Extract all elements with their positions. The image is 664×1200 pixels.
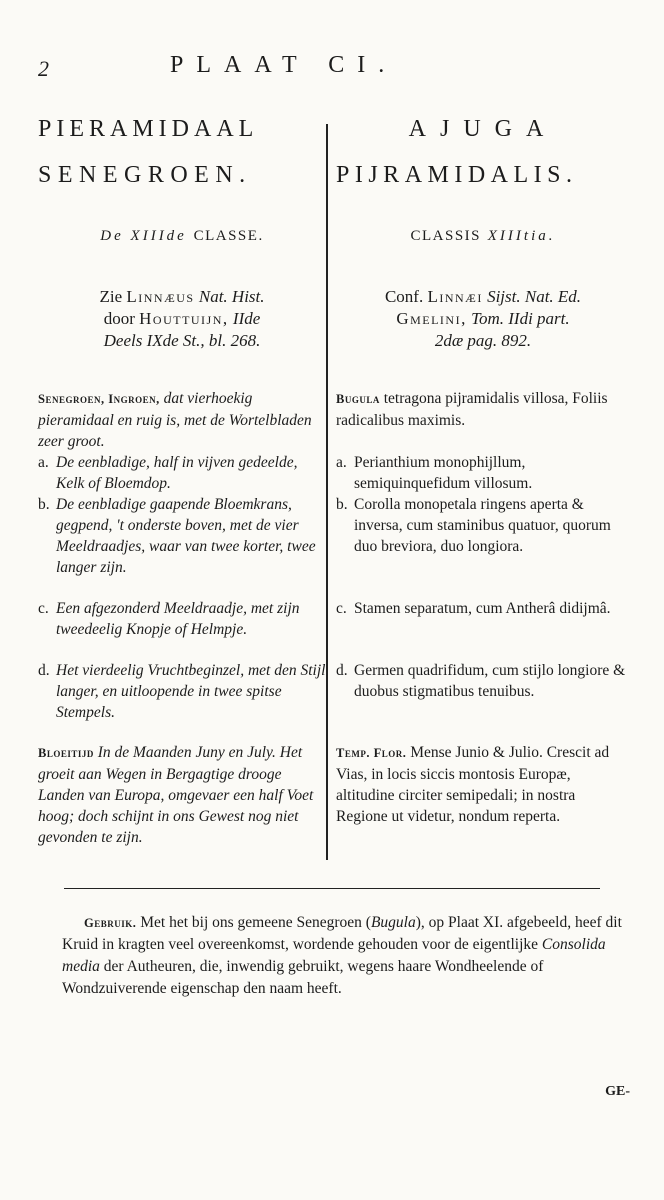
right-title-line1: AJUGA (408, 116, 558, 142)
left-item (38, 660, 326, 723)
right-item-c-label: c. (336, 600, 347, 617)
left-ref-door: door (103, 309, 135, 328)
right-item-a-label: a. (336, 454, 347, 471)
right-flowering-label: Temp. Flor. (336, 746, 407, 760)
right-item (336, 660, 630, 702)
column-divider (326, 124, 328, 860)
left-item-c-text: Een afgezonderd Meeldraadje, met zijn tweedeelig Knopje of Helmpje. (56, 600, 300, 638)
left-flowering-text: In de Maanden Juny en July. Het groeit aan Wegen in Bergagtige drooge Landen van Europa, omgevaer een half Voet hoog; doch schijnt in ons Gewest nog niet gevonden te zijn. (38, 744, 314, 846)
catchword: GE- (605, 1084, 630, 1099)
left-desc-text: dat vierhoekig pieramidaal en ruig is, met de Wortelbladen zeer groot. (38, 390, 312, 450)
left-item-b-text: De eenbladige gaapende Bloemkrans, gegpend, 't onderste boven, met de vier Meeldraadjes, waar van twee korter, twee langer zijn. (56, 496, 316, 576)
left-item (38, 494, 326, 578)
right-ref-author: Linnæi (427, 287, 483, 306)
right-item-d-text: Germen quadrifidum, cum stijlo longiore & duobus stigmatibus tenuibus. (354, 662, 626, 700)
left-item-b-label: b. (38, 496, 50, 513)
plate-title: PLAAT CI. (170, 52, 398, 78)
left-title-line2: SENEGROEN. (38, 162, 252, 188)
usage-text-bugula: Bugula (370, 914, 416, 931)
horizontal-rule (64, 888, 600, 889)
right-item (336, 494, 630, 557)
right-desc-text: tetragona pijramidalis villosa, Foliis radicalibus maximis. (336, 390, 608, 429)
left-description (38, 388, 326, 452)
right-flowering (336, 742, 630, 827)
left-item (38, 598, 326, 640)
left-reference (38, 286, 326, 352)
right-item (336, 598, 630, 619)
left-classe-word: CLASSE. (193, 228, 264, 244)
right-ref-work: Sijst. Nat. Ed. (487, 287, 582, 306)
left-ref-author: Linnæus (126, 287, 195, 306)
left-ref-see: Zie (99, 287, 123, 306)
usage-label: Gebruik. (84, 916, 137, 930)
left-item-a-label: a. (38, 454, 49, 471)
right-classis-word: CLASSIS (410, 228, 482, 244)
right-classis-num: XIIItia. (487, 228, 556, 244)
left-ref-line3: Deels IXde St., bl. 268. (103, 331, 261, 350)
left-flowering (38, 742, 326, 848)
right-ref-line1 (336, 286, 630, 308)
left-ref-part: IIde (232, 309, 261, 328)
left-ref-line2 (38, 308, 326, 330)
left-classe-label: De XIIIde (100, 228, 187, 244)
right-ref-line3: 2dæ pag. 892. (434, 331, 532, 350)
left-item (38, 452, 326, 494)
right-ref-conf: Conf. (384, 287, 424, 306)
right-ref-part: Tom. IIdi part. (471, 309, 570, 328)
usage-text-1: Met het bij ons gemeene Senegroen ( (140, 914, 371, 931)
left-ref-translator: Houttuijn, (139, 309, 229, 328)
right-item-a-text: Perianthium monophijllum, semiquinquefidum villosum. (354, 454, 533, 492)
page-number: 2 (38, 56, 49, 81)
usage-paragraph (62, 912, 632, 1000)
right-flowering-text: Mense Junio & Julio. Crescit ad Vias, in locis siccis montosis Europæ, altitudine circiter semipedali; in nostra Regione ut videtur, nondum reperta. (336, 744, 610, 825)
right-description (336, 388, 630, 431)
left-item-d-label: d. (38, 662, 50, 679)
right-item (336, 452, 630, 494)
right-item-b-label: b. (336, 496, 348, 513)
left-item-c-label: c. (38, 600, 49, 617)
usage-text-2: ), op Plaat XI. afgebeeld, heef dit Kruid in kragten veel overeenkomst, wordende gehouden voor de eigentlijke (62, 914, 622, 953)
right-item-d-label: d. (336, 662, 348, 679)
left-title-line1: PIERAMIDAAL (38, 116, 259, 142)
right-classis (336, 228, 630, 245)
right-item-c-text: Stamen separatum, cum Antherâ didijmâ. (354, 600, 611, 617)
right-ref-line2 (336, 308, 630, 330)
left-classe (38, 228, 326, 245)
left-item-d-text: Het vierdeelig Vruchtbeginzel, met den Stijl langer, en uitloopende in twee spitse Stempels. (56, 662, 326, 721)
left-ref-line1 (38, 286, 326, 308)
right-item-b-text: Corolla monopetala ringens aperta & inversa, cum staminibus quatuor, quorum duo breviora, duo longiora. (354, 496, 611, 555)
right-desc-label: Bugula (336, 392, 380, 406)
left-desc-label: Senegroen, Ingroen, (38, 392, 160, 406)
usage-text-3: der Autheuren, die, inwendig gebruikt, wegens haare Wondheelende of Wondzuiverende eigenschap den naam heeft. (62, 958, 544, 997)
usage-text-consolida: Consolida media (62, 936, 606, 975)
left-item-a-text: De eenbladige, half in vijven gedeelde, Kelk of Bloemdop. (56, 454, 298, 492)
right-reference (336, 286, 630, 352)
right-title-line2: PIJRAMIDALIS. (336, 162, 578, 188)
left-ref-work: Nat. Hist. (198, 287, 265, 306)
right-ref-editor: Gmelini, (396, 309, 467, 328)
left-flowering-label: Bloeitijd (38, 746, 94, 760)
